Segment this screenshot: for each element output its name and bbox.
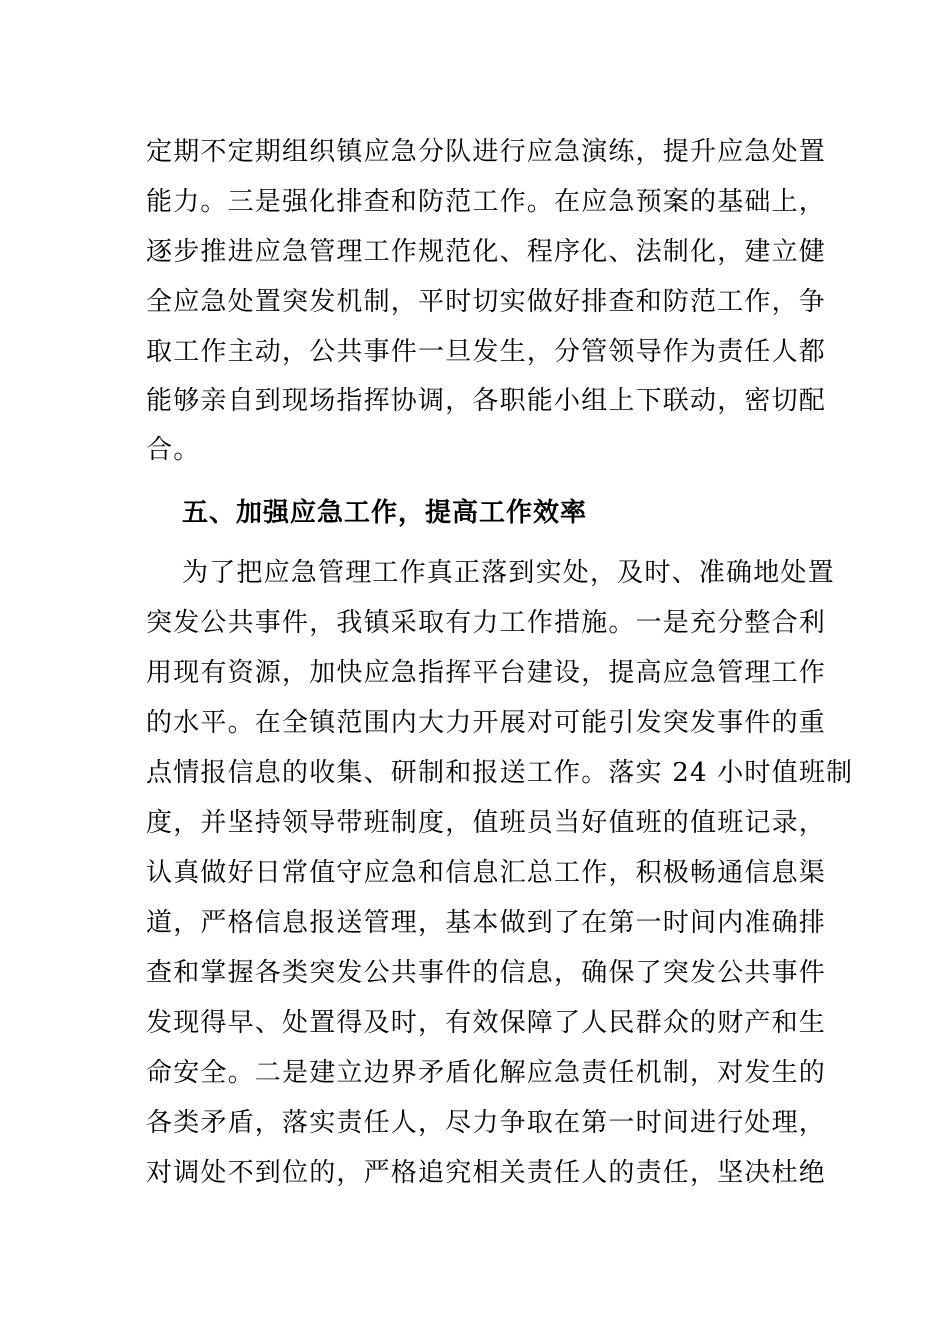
section-heading: 五、加强应急工作，提高工作效率 [182,498,588,528]
paragraph-line: 各类矛盾，落实责任人，尽力争取在第一时间进行处理， [146,1108,827,1138]
paragraph-line: 全应急处置突发机制，平时切实做好排查和防范工作，争 [146,287,827,317]
paragraph-line: 的水平。在全镇范围内大力开展对可能引发突发事件的重 [146,708,827,738]
paragraph-line: 点情报信息的收集、研制和报送工作。落实 24 小时值班制 [146,758,854,788]
paragraph-line: 用现有资源，加快应急指挥平台建设，提高应急管理工作 [146,658,827,688]
paragraph-line: 能够亲自到现场指挥协调，各职能小组上下联动，密切配 [146,386,827,416]
paragraph-line: 道，严格信息报送管理，基本做到了在第一时间内准确排 [146,908,827,938]
paragraph-line: 合。 [146,435,201,465]
paragraph-line: 突发公共事件，我镇采取有力工作措施。一是充分整合利 [146,608,827,638]
paragraph-line: 对调处不到位的，严格追究相关责任人的责任，坚决杜绝 [146,1158,827,1188]
paragraph-line: 度，并坚持领导带班制度，值班员当好值班的值班记录， [146,808,827,838]
paragraph-line: 定期不定期组织镇应急分队进行应急演练，提升应急处置 [146,137,827,167]
paragraph-line: 查和掌握各类突发公共事件的信息，确保了突发公共事件 [146,958,827,988]
paragraph-line: 命安全。二是建立边界矛盾化解应急责任机制，对发生的 [146,1058,827,1088]
paragraph-line: 能力。三是强化排查和防范工作。在应急预案的基础上， [146,187,827,217]
paragraph-line: 为了把应急管理工作真正落到实处，及时、准确地处置 [182,558,835,588]
paragraph-line: 发现得早、处置得及时，有效保障了人民群众的财产和生 [146,1008,827,1038]
paragraph-line: 逐步推进应急管理工作规范化、程序化、法制化，建立健 [146,237,827,267]
paragraph-line: 取工作主动，公共事件一旦发生，分管领导作为责任人都 [146,337,827,367]
paragraph-line: 认真做好日常值守应急和信息汇总工作，积极畅通信息渠 [146,858,827,888]
